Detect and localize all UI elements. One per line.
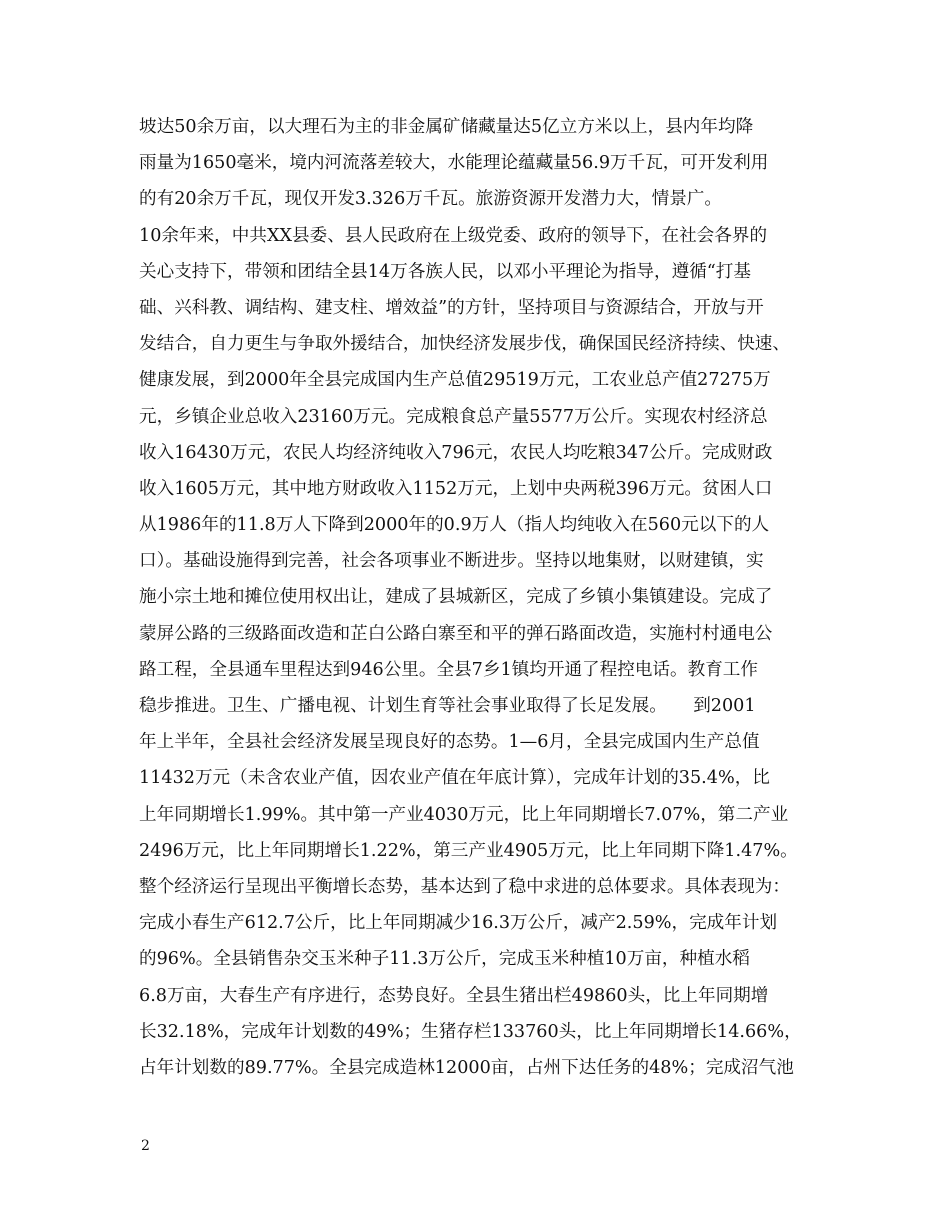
text-line: 的有20余万千瓦，现仅开发3.326万千瓦。旅游资源开发潜力大，情景广。	[139, 189, 722, 210]
text-line: 11432万元（未含农业产值，因农业产值在年底计算），完成年计划的35.4%，比	[139, 768, 770, 789]
text-line: 的96%。全县销售杂交玉米种子11.3万公斤，完成玉米种植10万亩，种植水稻	[139, 949, 750, 970]
text-line: 整个经济运行呈现出平衡增长态势，基本达到了稳中求进的总体要求。具体表现为：	[139, 876, 790, 897]
text-line: 从1986年的11.8万人下降到2000年的0.9万人（指人均纯收入在560元以下的人	[139, 515, 770, 536]
text-line: 年上半年，全县社会经济发展呈现良好的态势。1—6月，全县完成国内生产总值	[139, 732, 760, 753]
text-line: 2496万元，比上年同期增长1.22%，第三产业4905万元，比上年同期下降1.47%。	[139, 840, 798, 861]
text-line: 健康发展，到2000年全县完成国内生产总值29519万元，工农业总产值27275万	[139, 370, 771, 391]
text-line: 坡达50余万亩，以大理石为主的非金属矿储藏量达5亿立方米以上，县内年均降	[139, 117, 754, 137]
text-line: 稳步推进。卫生、广播电视、计划生育等社会事业取得了长足发展。 到2001	[139, 696, 756, 716]
text-line: 发结合，自力更生与争取外援结合，加快经济发展步伐，确保国民经济持续、快速、	[139, 334, 790, 355]
text-line: 上年同期增长1.99%。其中第一产业4030万元，比上年同期增长7.07%，第二产业	[139, 804, 789, 825]
text-line: 关心支持下，带领和团结全县14万各族人民，以邓小平理论为指导，遵循“打基	[139, 261, 751, 282]
text-line: 元，乡镇企业总收入23160万元。完成粮食总产量5577万公斤。实现农村经济总	[139, 406, 768, 427]
text-line: 础、兴科教、调结构、建支柱、增效益”的方针，坚持项目与资源结合，开放与开	[139, 297, 764, 318]
text-line: 收入16430万元，农民人均经济纯收入796元，农民人均吃粮347公斤。完成财政	[139, 442, 773, 463]
text-line: 蒙屏公路的三级路面改造和芷白公路白寨至和平的弹石路面改造，实施村村通电公	[139, 623, 773, 644]
text-line: 施小宗土地和摊位使用权出让，建成了县城新区，完成了乡镇小集镇建设。完成了	[139, 587, 773, 608]
page-number: 2	[141, 1138, 150, 1154]
text-line: 完成小春生产612.7公斤，比上年同期减少16.3万公斤，减产2.59%，完成年计划	[139, 913, 778, 934]
text-line: 口）。基础设施得到完善，社会各项事业不断进步。坚持以地集财，以财建镇，实	[139, 551, 764, 572]
text-line: 雨量为1650毫米，境内河流落差较大，水能理论蕴藏量56.9万千瓦，可开发利用	[139, 153, 769, 174]
text-line: 10余年来，中共XX县委、县人民政府在上级党委、政府的领导下，在社会各界的	[139, 225, 768, 246]
text-line: 6.8万亩，大春生产有序进行，态势良好。全县生猪出栏49860头，比上年同期增	[139, 985, 769, 1006]
text-line: 收入1605万元，其中地方财政收入1152万元，上划中央两税396万元。贫困人口	[139, 478, 773, 499]
body-text	[139, 109, 829, 1086]
text-line: 长32.18%，完成年计划数的49%；生猪存栏133760头，比上年同期增长14.66%，	[139, 1021, 802, 1042]
text-line: 路工程，全县通车里程达到946公里。全县7乡1镇均开通了程控电话。教育工作	[139, 659, 758, 680]
text-line: 占年计划数的89.77%。全县完成造林12000亩，占州下达任务的48%；完成沼气池	[139, 1057, 794, 1078]
